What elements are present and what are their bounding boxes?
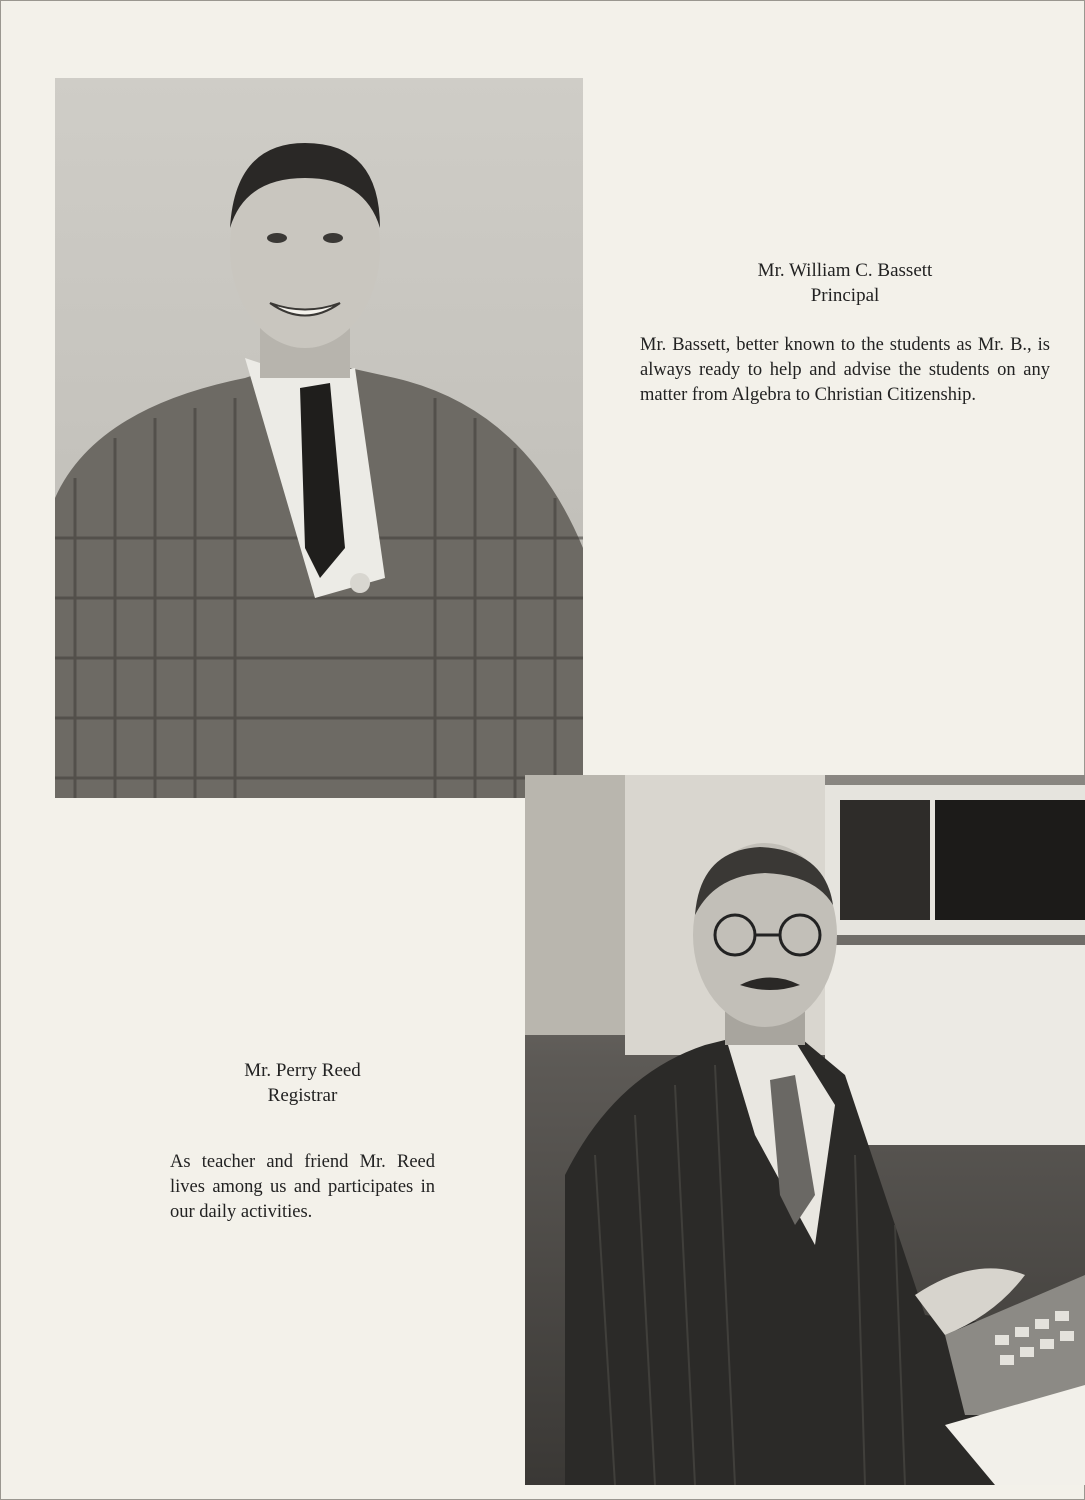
principal-name: Mr. William C. Bassett [757, 260, 933, 281]
caption-principal [640, 258, 1050, 408]
principal-bio: Mr. Bassett, better known to the students as Mr. B., is always ready to help and advise the students on any matter from Algebra to Christian Citizenship. [640, 335, 1050, 405]
portrait-photo-reed [525, 775, 1085, 1485]
registrar-title: Registrar [267, 1085, 338, 1106]
portrait-photo-bassett [55, 78, 583, 798]
portrait-reed-illustration [525, 775, 1085, 1485]
principal-title: Principal [810, 285, 880, 306]
registrar-name: Mr. Perry Reed [244, 1060, 361, 1081]
registrar-bio: As teacher and friend Mr. Reed lives among us and participates in our daily activities. [170, 1152, 435, 1222]
caption-registrar [170, 1058, 435, 1225]
portrait-bassett-illustration [55, 78, 583, 798]
